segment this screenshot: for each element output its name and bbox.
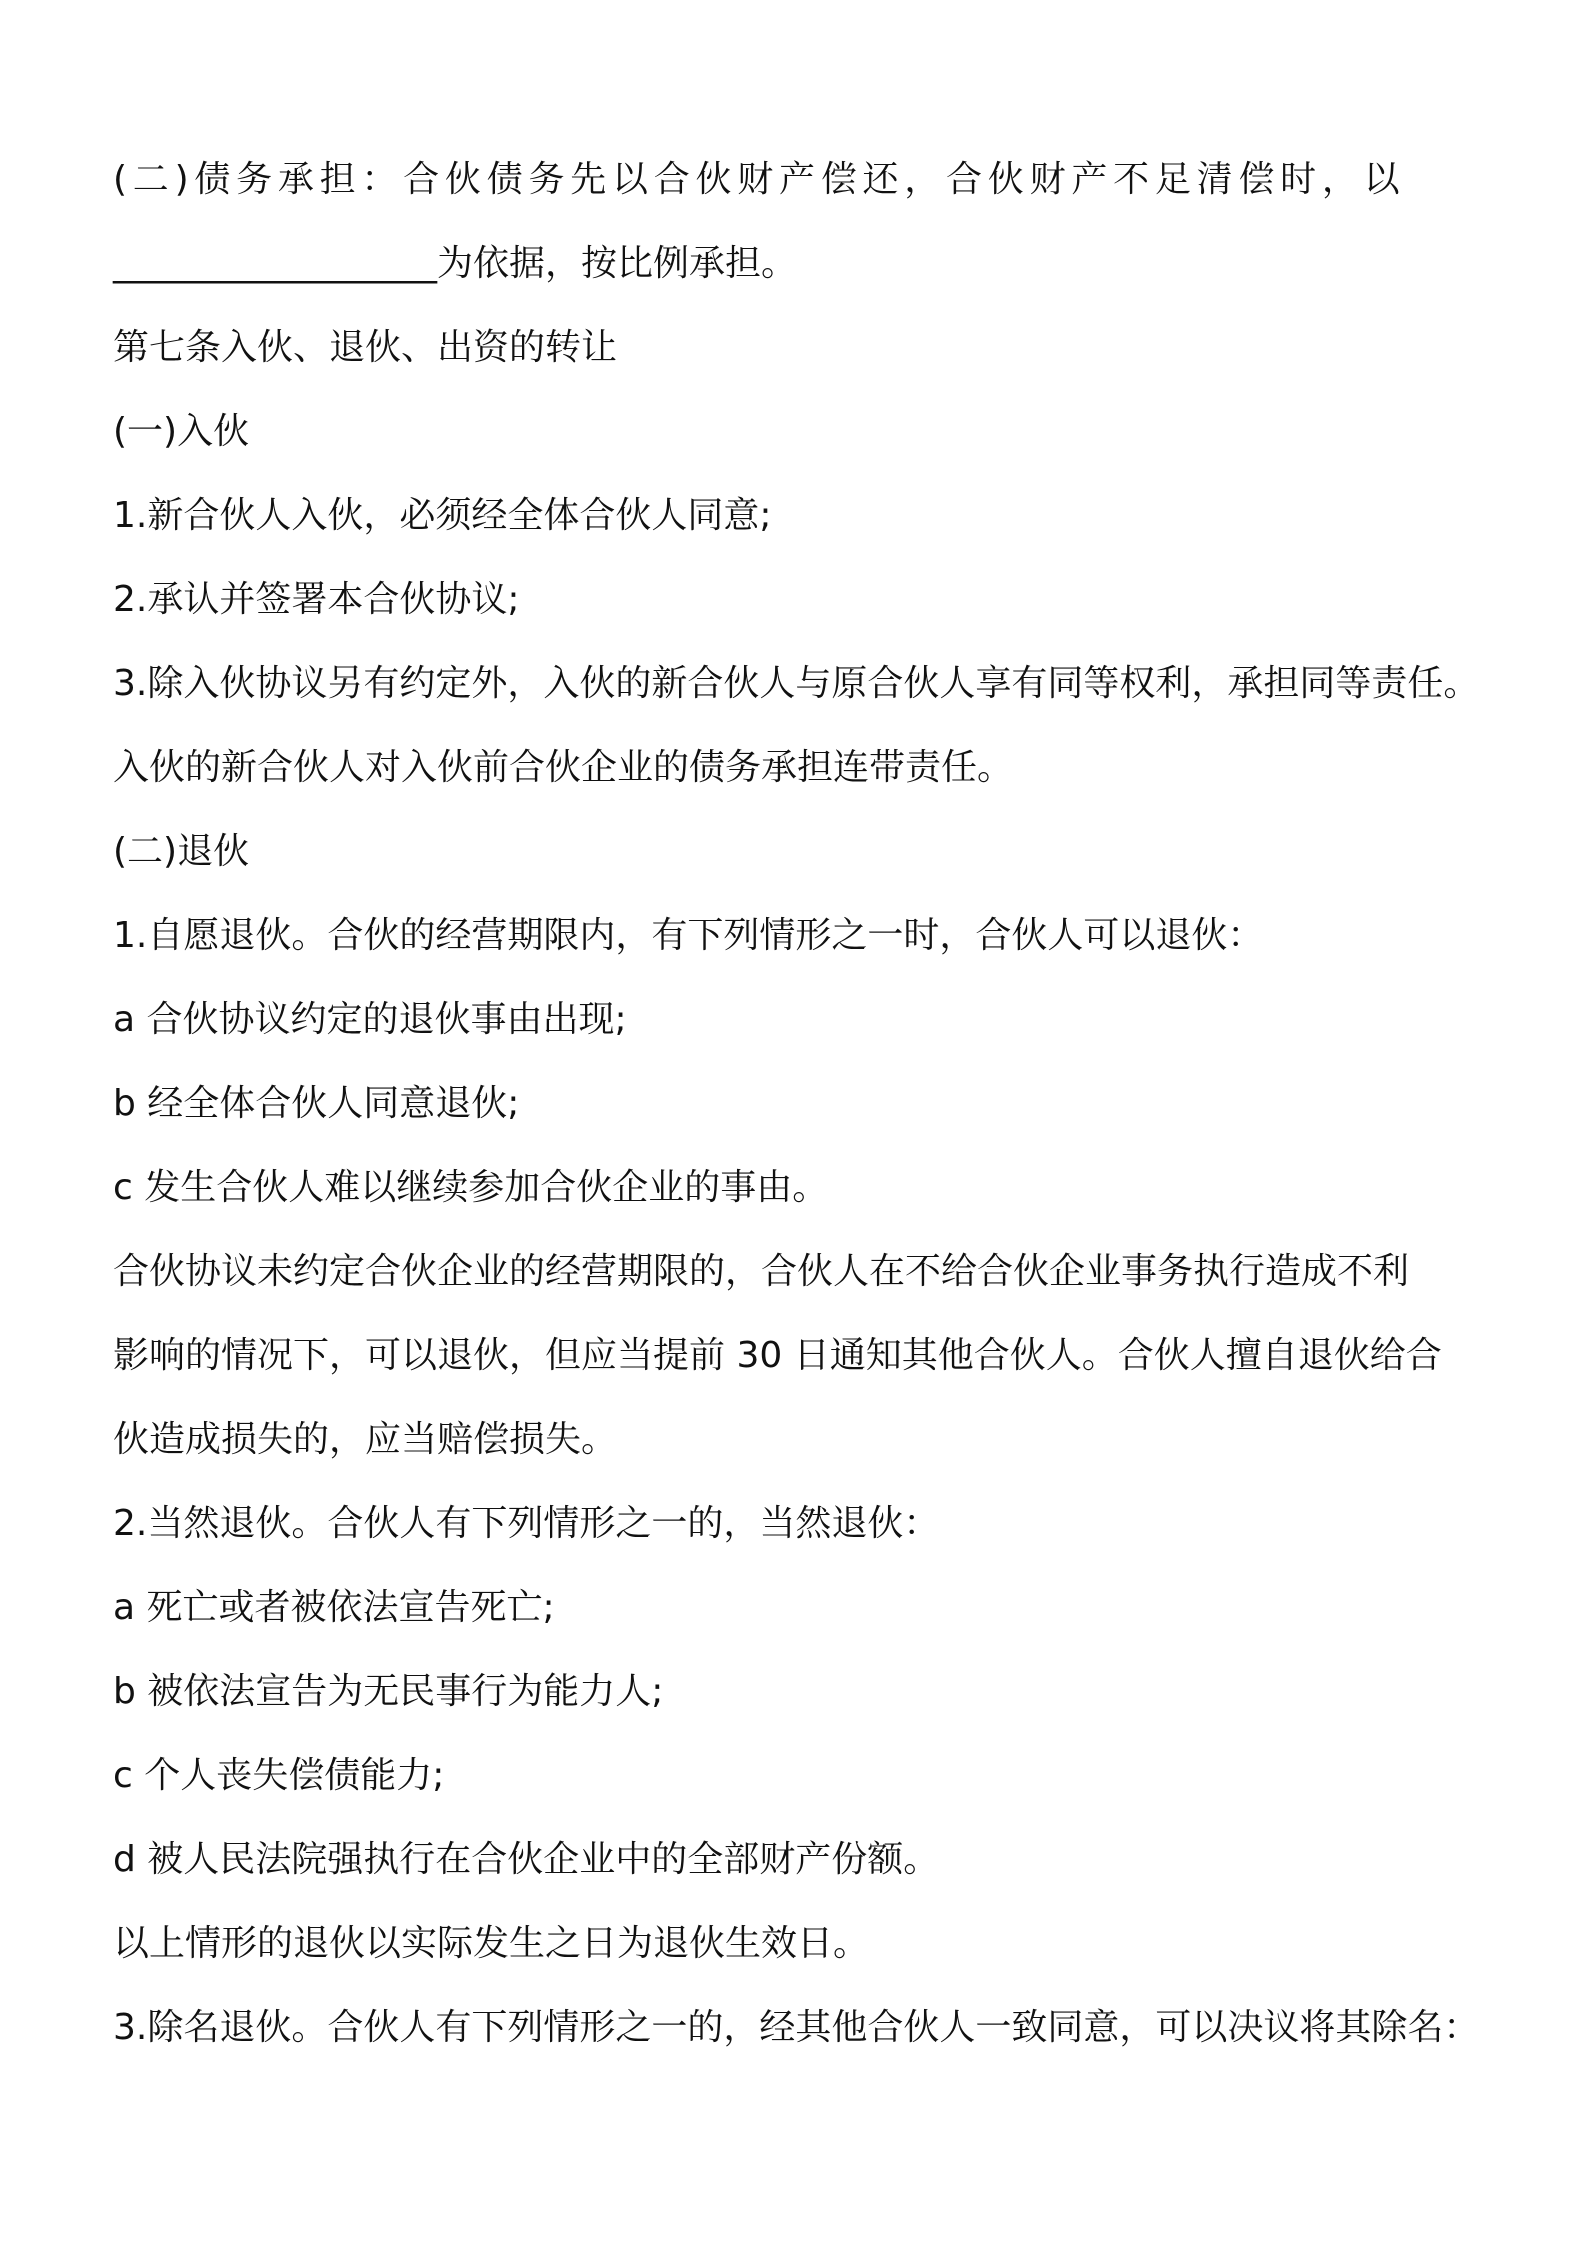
text-line: 影响的情况下，可以退伙，但应当提前 30 日通知其他合伙人。合伙人擅自退伙给合	[113, 1335, 1442, 1376]
list-item: a 死亡或者被依法宣告死亡;	[113, 1587, 555, 1628]
list-item: c 发生合伙人难以继续参加合伙企业的事由。	[113, 1167, 829, 1208]
text-line: 2.承认并签署本合伙协议;	[113, 579, 520, 620]
list-item: b 经全体合伙人同意退伙;	[113, 1083, 520, 1124]
text-line: 2.当然退伙。合伙人有下列情形之一的，当然退伙：	[113, 1503, 940, 1544]
text-line: 3.除入伙协议另有约定外，入伙的新合伙人与原合伙人享有同等权利，承担同等责任。	[113, 663, 1480, 704]
list-item: b 被依法宣告为无民事行为能力人;	[113, 1671, 664, 1712]
list-item: a 合伙协议约定的退伙事由出现;	[113, 999, 627, 1040]
section-heading-withdrawal: (二)退伙	[113, 831, 250, 872]
list-item: d 被人民法院强执行在合伙企业中的全部财产份额。	[113, 1839, 940, 1880]
text-line: 3.除名退伙。合伙人有下列情形之一的，经其他合伙人一致同意，可以决议将其除名：	[113, 2007, 1480, 2048]
text-line: 1.新合伙人入伙，必须经全体合伙人同意;	[113, 495, 772, 536]
text-line-debt-bearing: (二)债务承担：合伙债务先以合伙财产偿还，合伙财产不足清偿时，以	[113, 159, 1406, 200]
section-heading-joining: (一)入伙	[113, 411, 250, 452]
list-item: c 个人丧失偿债能力;	[113, 1755, 445, 1796]
text-line: 入伙的新合伙人对入伙前合伙企业的债务承担连带责任。	[113, 747, 1014, 788]
text-line: 合伙协议未约定合伙企业的经营期限的，合伙人在不给合伙企业事务执行造成不利	[113, 1251, 1410, 1292]
text-line: 以上情形的退伙以实际发生之日为退伙生效日。	[113, 1923, 870, 1964]
article-seven-heading: 第七条入伙、退伙、出资的转让	[113, 327, 618, 368]
text-line: 1.自愿退伙。合伙的经营期限内，有下列情形之一时，合伙人可以退伙：	[113, 915, 1264, 956]
text-line: 伙造成损失的，应当赔偿损失。	[113, 1419, 618, 1460]
text-line-blank-basis: __________________为依据，按比例承担。	[113, 243, 798, 284]
